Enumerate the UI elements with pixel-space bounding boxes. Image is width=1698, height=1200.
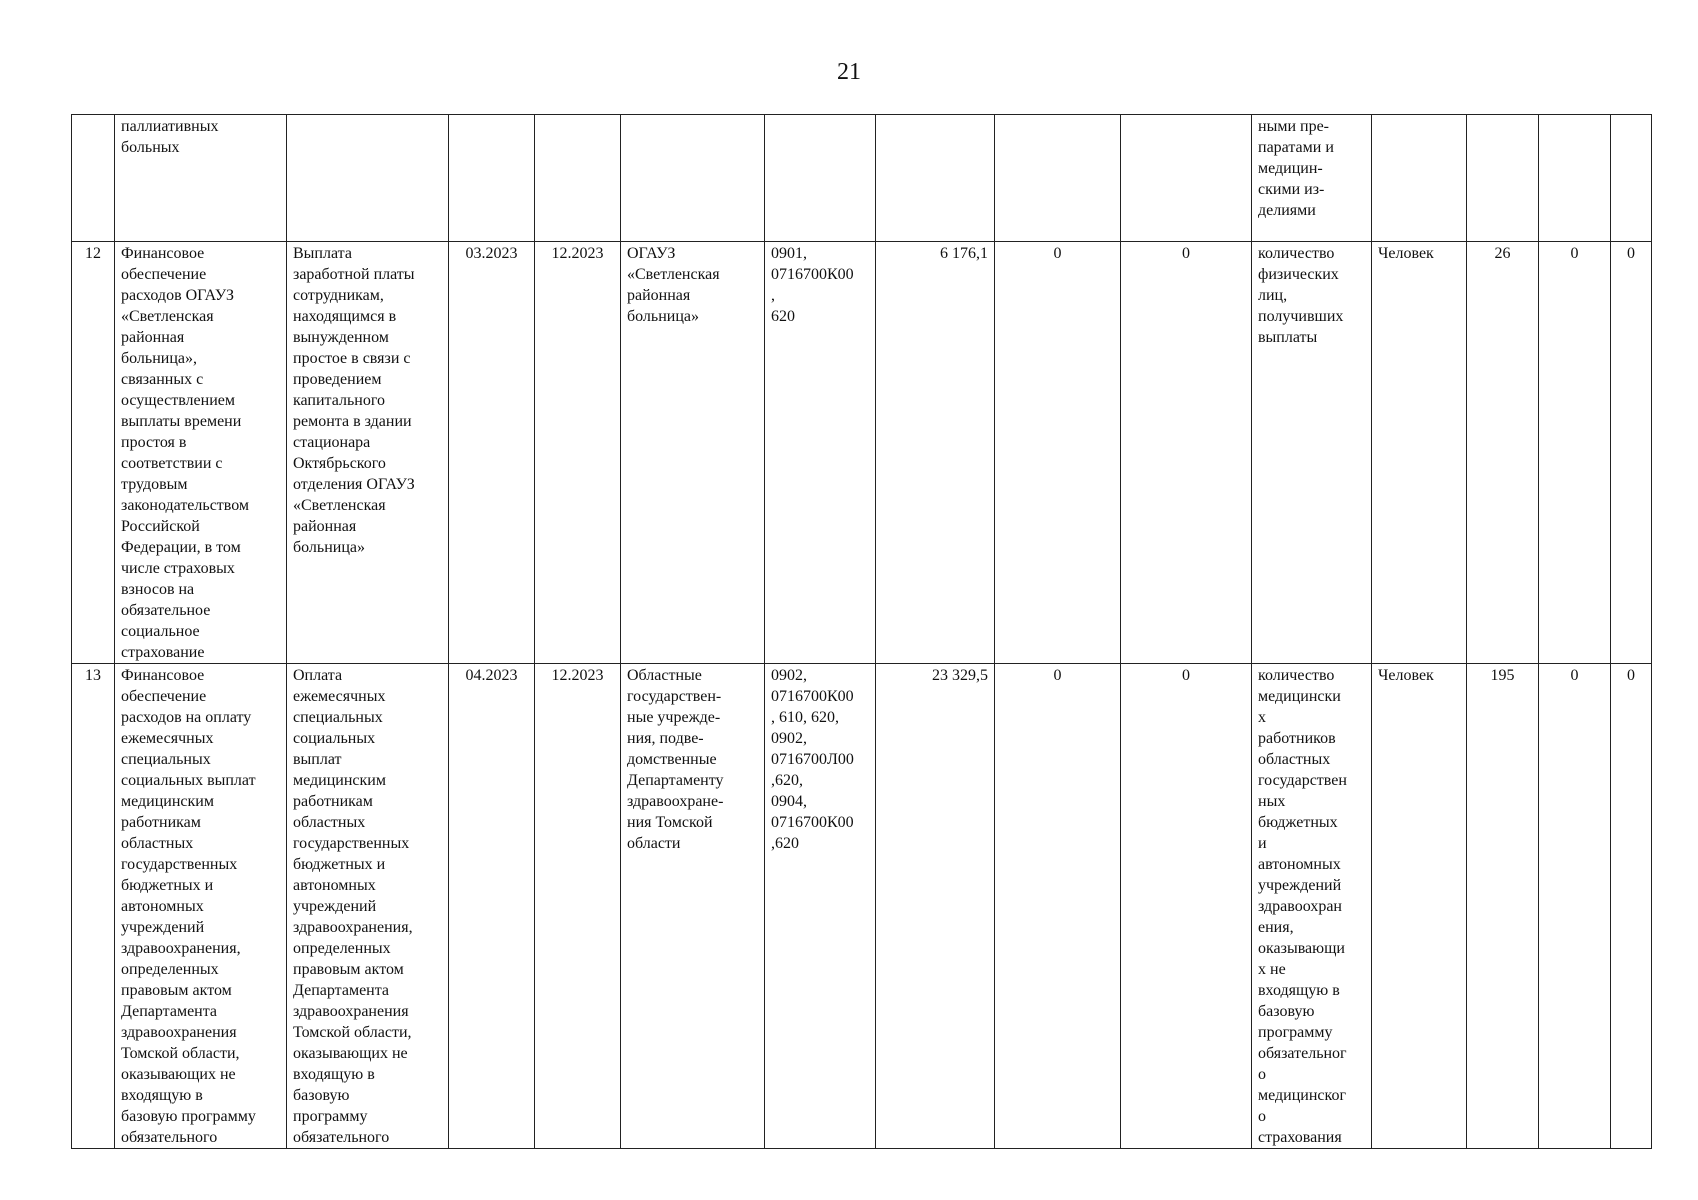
cell-value: 195	[1467, 664, 1539, 1149]
cell-col14: 0	[1539, 242, 1611, 664]
cell-col14: 0	[1539, 664, 1611, 1149]
cell-activity-name: паллиативных больных	[115, 115, 287, 242]
cell-unit: Человек	[1372, 664, 1467, 1149]
cell-executor	[621, 115, 765, 242]
table-row	[72, 242, 1652, 664]
table-row	[72, 664, 1652, 1149]
cell-value: 26	[1467, 242, 1539, 664]
cell-amount: 23 329,5	[876, 664, 995, 1149]
cell-start-date	[449, 115, 535, 242]
cell-col15: 0	[1611, 242, 1652, 664]
cell-number	[72, 115, 115, 242]
cell-end-date: 12.2023	[535, 242, 621, 664]
cell-end-date	[535, 115, 621, 242]
cell-description: Выплата заработной платы сотрудникам, находящимся в вынужденном простое в связи с проведением капитального ремонта в здании стационара Октябрьского отделения ОГАУЗ «Светленская районная больница»	[287, 242, 449, 664]
table-row	[72, 115, 1652, 242]
cell-col10: 0	[1121, 242, 1252, 664]
cell-number: 13	[72, 664, 115, 1149]
cell-budget-code: 0902, 0716700К00 , 610, 620, 0902, 0716700Л00 ,620, 0904, 0716700К00 ,620	[765, 664, 876, 1149]
cell-amount: 6 176,1	[876, 242, 995, 664]
cell-amount	[876, 115, 995, 242]
cell-indicator: ными пре- паратами и медицин- скими из- делиями	[1252, 115, 1372, 242]
cell-col10: 0	[1121, 664, 1252, 1149]
cell-executor: Областные государствен- ные учрежде- ния, подве- домственные Департаменту здравоохране- ния Томской области	[621, 664, 765, 1149]
cell-description: Оплата ежемесячных специальных социальных выплат медицинским работникам областных государственных бюджетных и автономных учреждений здравоохранения, определенных правовым актом Департамента здравоохранения Томской области, оказывающих не входящую в базовую программу обязательного	[287, 664, 449, 1149]
cell-end-date: 12.2023	[535, 664, 621, 1149]
cell-unit: Человек	[1372, 242, 1467, 664]
cell-indicator: количество медицински х работников областных государствен ных бюджетных и автономных учреждений здравоохран ения, оказывающи х не входящую в базовую программу обязательног о медицинског о страхования	[1252, 664, 1372, 1149]
cell-budget-code: 0901, 0716700К00 , 620	[765, 242, 876, 664]
cell-executor: ОГАУЗ «Светленская районная больница»	[621, 242, 765, 664]
cell-col10	[1121, 115, 1252, 242]
cell-activity-name: Финансовое обеспечение расходов на оплату ежемесячных специальных социальных выплат медицинским работникам областных государственных бюджетных и автономных учреждений здравоохранения, определенных правовым актом Департамента здравоохранения Томской области, оказывающих не входящую в базовую программу обязательного	[115, 664, 287, 1149]
program-activities-table	[71, 114, 1652, 1149]
cell-col9: 0	[995, 664, 1121, 1149]
cell-budget-code	[765, 115, 876, 242]
cell-col9: 0	[995, 242, 1121, 664]
cell-col9	[995, 115, 1121, 242]
cell-number: 12	[72, 242, 115, 664]
cell-description	[287, 115, 449, 242]
cell-start-date: 04.2023	[449, 664, 535, 1149]
cell-col15	[1611, 115, 1652, 242]
cell-start-date: 03.2023	[449, 242, 535, 664]
cell-col15: 0	[1611, 664, 1652, 1149]
cell-unit	[1372, 115, 1467, 242]
page-number: 21	[837, 59, 861, 85]
cell-col14	[1539, 115, 1611, 242]
cell-activity-name: Финансовое обеспечение расходов ОГАУЗ «Светленская районная больница», связанных с осуществлением выплаты времени простоя в соответствии с трудовым законодательством Российской Федерации, в том числе страховых взносов на обязательное социальное страхование	[115, 242, 287, 664]
cell-indicator: количество физических лиц, получивших выплаты	[1252, 242, 1372, 664]
cell-value	[1467, 115, 1539, 242]
